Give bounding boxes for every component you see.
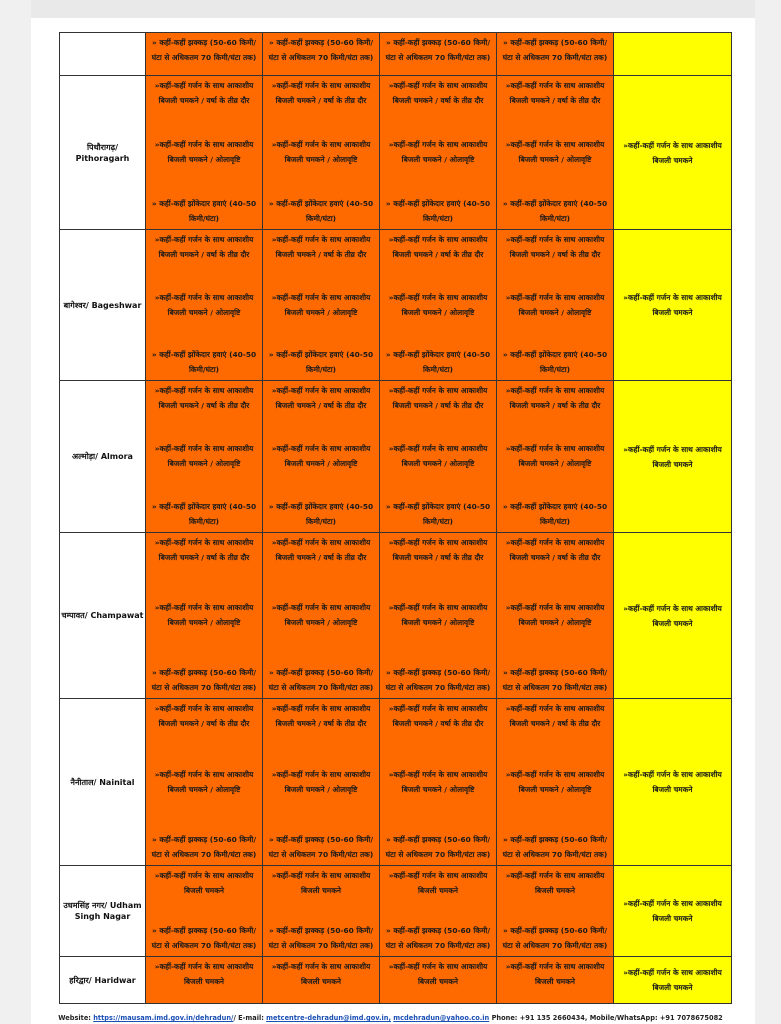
thunder-warning: »कहीं-कहीं गर्जन के साथ आकाशीय बिजली चमकने bbox=[623, 444, 722, 469]
squall-warning: » कहीं-कहीं झक्कड़ (50-60 किमी/घंटा से अधिकतम 70 किमी/घंटा तक) bbox=[151, 38, 257, 62]
day1-cell bbox=[146, 866, 263, 957]
district-name: बागेश्वर/ Bageshwar bbox=[60, 230, 146, 381]
day1-cell bbox=[146, 381, 263, 533]
squall-warning: » कहीं-कहीं झक्कड़ (50-60 किमी/घंटा से अधिकतम 70 किमी/घंटा तक) bbox=[268, 668, 374, 692]
squall-warning: » कहीं-कहीं झक्कड़ (50-60 किमी/घंटा से अधिकतम 70 किमी/घंटा तक) bbox=[385, 926, 491, 950]
thunder-rain-warning: »कहीं-कहीं गर्जन के साथ आकाशीय बिजली चमकने / वर्षा के तीव्र दौर bbox=[271, 235, 371, 259]
forecast-table bbox=[59, 32, 732, 1004]
gusty-wind-warning: » कहीं-कहीं झोंकेदार हवाएं (40-50 किमी/घंटा) bbox=[268, 199, 374, 223]
thunder-warning: »कहीं-कहीं गर्जन के साथ आकाशीय बिजली चमकने bbox=[388, 962, 488, 986]
squall-warning: » कहीं-कहीं झक्कड़ (50-60 किमी/घंटा से अधिकतम 70 किमी/घंटा तक) bbox=[268, 38, 374, 62]
gusty-wind-warning: » कहीं-कहीं झोंकेदार हवाएं (40-50 किमी/घंटा) bbox=[151, 199, 257, 223]
day3-cell bbox=[380, 533, 497, 699]
email-link-primary[interactable]: metcentre-dehradun@imd.gov.in, bbox=[266, 1014, 391, 1022]
day5-cell bbox=[614, 76, 732, 230]
table-row bbox=[60, 76, 732, 230]
thunder-hail-warning: »कहीं-कहीं गर्जन के साथ आकाशीय बिजली चमकने / ओलावृष्टि bbox=[505, 769, 605, 794]
day4-cell bbox=[497, 866, 614, 957]
thunder-rain-warning: »कहीं-कहीं गर्जन के साथ आकाशीय बिजली चमकने / वर्षा के तीव्र दौर bbox=[388, 704, 488, 728]
gusty-wind-warning: » कहीं-कहीं झोंकेदार हवाएं (40-50 किमी/घंटा) bbox=[151, 502, 257, 526]
thunder-warning: »कहीं-कहीं गर्जन के साथ आकाशीय बिजली चमकने bbox=[623, 293, 722, 317]
thunder-hail-warning: »कहीं-कहीं गर्जन के साथ आकाशीय बिजली चमकने / ओलावृष्टि bbox=[388, 603, 488, 627]
thunder-warning: »कहीं-कहीं गर्जन के साथ आकाशीय बिजली चमकने bbox=[623, 770, 722, 794]
day2-cell bbox=[263, 533, 380, 699]
thunder-rain-warning: »कहीं-कहीं गर्जन के साथ आकाशीय बिजली चमकने / वर्षा के तीव्र दौर bbox=[154, 81, 254, 105]
day4-cell bbox=[497, 699, 614, 866]
day3-cell bbox=[380, 699, 497, 866]
squall-warning: » कहीं-कहीं झक्कड़ (50-60 किमी/घंटा से अधिकतम 70 किमी/घंटा तक) bbox=[268, 926, 374, 950]
thunder-hail-warning: »कहीं-कहीं गर्जन के साथ आकाशीय बिजली चमकने / ओलावृष्टि bbox=[154, 444, 254, 468]
table-row bbox=[60, 533, 732, 699]
thunder-hail-warning: »कहीं-कहीं गर्जन के साथ आकाशीय बिजली चमकने / ओलावृष्टि bbox=[154, 769, 254, 794]
thunder-hail-warning: »कहीं-कहीं गर्जन के साथ आकाशीय बिजली चमकने / ओलावृष्टि bbox=[388, 769, 488, 794]
thunder-rain-warning: »कहीं-कहीं गर्जन के साथ आकाशीय बिजली चमकने / वर्षा के तीव्र दौर bbox=[271, 538, 371, 562]
day4-cell bbox=[497, 76, 614, 230]
squall-warning: » कहीं-कहीं झक्कड़ (50-60 किमी/घंटा से अधिकतम 70 किमी/घंटा तक) bbox=[268, 835, 374, 859]
thunder-hail-warning: »कहीं-कहीं गर्जन के साथ आकाशीय बिजली चमकने / ओलावृष्टि bbox=[505, 292, 605, 317]
thunder-rain-warning: »कहीं-कहीं गर्जन के साथ आकाशीय बिजली चमकने / वर्षा के तीव्र दौर bbox=[154, 538, 254, 562]
thunder-hail-warning: »कहीं-कहीं गर्जन के साथ आकाशीय बिजली चमकने / ओलावृष्टि bbox=[505, 603, 605, 627]
squall-warning: » कहीं-कहीं झक्कड़ (50-60 किमी/घंटा से अधिकतम 70 किमी/घंटा तक) bbox=[385, 38, 491, 62]
thunder-warning: »कहीं-कहीं गर्जन के साथ आकाशीय बिजली चमकने bbox=[271, 962, 371, 986]
thunder-rain-warning: »कहीं-कहीं गर्जन के साथ आकाशीय बिजली चमकने / वर्षा के तीव्र दौर bbox=[154, 386, 254, 410]
day4-cell bbox=[497, 33, 614, 76]
day5-cell bbox=[614, 699, 732, 866]
thunder-hail-warning: »कहीं-कहीं गर्जन के साथ आकाशीय बिजली चमकने / ओलावृष्टि bbox=[271, 140, 371, 164]
thunder-warning: »कहीं-कहीं गर्जन के साथ आकाशीय बिजली चमकने bbox=[154, 962, 254, 986]
squall-warning: » कहीं-कहीं झक्कड़ (50-60 किमी/घंटा से अधिकतम 70 किमी/घंटा तक) bbox=[502, 668, 608, 692]
gusty-wind-warning: » कहीं-कहीं झोंकेदार हवाएं (40-50 किमी/घंटा) bbox=[151, 350, 257, 374]
email-label: E-mail: bbox=[238, 1014, 264, 1022]
thunder-hail-warning: »कहीं-कहीं गर्जन के साथ आकाशीय बिजली चमकने / ओलावृष्टि bbox=[271, 769, 371, 794]
website-label: Website: bbox=[58, 1014, 91, 1022]
squall-warning: » कहीं-कहीं झक्कड़ (50-60 किमी/घंटा से अधिकतम 70 किमी/घंटा तक) bbox=[502, 38, 608, 62]
squall-warning: » कहीं-कहीं झक्कड़ (50-60 किमी/घंटा से अधिकतम 70 किमी/घंटा तक) bbox=[502, 926, 608, 950]
thunder-hail-warning: »कहीं-कहीं गर्जन के साथ आकाशीय बिजली चमकने / ओलावृष्टि bbox=[271, 603, 371, 627]
squall-warning: » कहीं-कहीं झक्कड़ (50-60 किमी/घंटा से अधिकतम 70 किमी/घंटा तक) bbox=[151, 668, 257, 692]
table-row bbox=[60, 699, 732, 866]
gusty-wind-warning: » कहीं-कहीं झोंकेदार हवाएं (40-50 किमी/घंटा) bbox=[385, 350, 491, 374]
website-link[interactable]: https://mausam.imd.gov.in/dehradun/ bbox=[93, 1014, 234, 1022]
table-row bbox=[60, 866, 732, 957]
day1-cell bbox=[146, 957, 263, 1004]
day3-cell bbox=[380, 230, 497, 381]
district-name: पिथौरागढ़/ Pithoragarh bbox=[60, 76, 146, 230]
thunder-hail-warning: »कहीं-कहीं गर्जन के साथ आकाशीय बिजली चमकने / ओलावृष्टि bbox=[154, 603, 254, 627]
day3-cell bbox=[380, 866, 497, 957]
thunder-rain-warning: »कहीं-कहीं गर्जन के साथ आकाशीय बिजली चमकने / वर्षा के तीव्र दौर bbox=[154, 704, 254, 728]
thunder-warning: »कहीं-कहीं गर्जन के साथ आकाशीय बिजली चमकने bbox=[623, 968, 722, 992]
thunder-rain-warning: »कहीं-कहीं गर्जन के साथ आकाशीय बिजली चमकने / वर्षा के तीव्र दौर bbox=[505, 235, 605, 259]
gusty-wind-warning: » कहीं-कहीं झोंकेदार हवाएं (40-50 किमी/घंटा) bbox=[268, 350, 374, 374]
day1-cell bbox=[146, 76, 263, 230]
table-row bbox=[60, 957, 732, 1004]
thunder-hail-warning: »कहीं-कहीं गर्जन के साथ आकाशीय बिजली चमकने / ओलावृष्टि bbox=[388, 444, 488, 468]
thunder-rain-warning: »कहीं-कहीं गर्जन के साथ आकाशीय बिजली चमकने / वर्षा के तीव्र दौर bbox=[154, 235, 254, 259]
thunder-rain-warning: »कहीं-कहीं गर्जन के साथ आकाशीय बिजली चमकने / वर्षा के तीव्र दौर bbox=[271, 386, 371, 410]
district-name: चम्पावत/ Champawat bbox=[60, 533, 146, 699]
gusty-wind-warning: » कहीं-कहीं झोंकेदार हवाएं (40-50 किमी/घंटा) bbox=[385, 199, 491, 223]
thunder-rain-warning: »कहीं-कहीं गर्जन के साथ आकाशीय बिजली चमकने / वर्षा के तीव्र दौर bbox=[388, 538, 488, 562]
thunder-warning: »कहीं-कहीं गर्जन के साथ आकाशीय बिजली चमकने bbox=[271, 871, 371, 895]
district-name: हरिद्वार/ Haridwar bbox=[60, 957, 146, 1004]
day2-cell bbox=[263, 33, 380, 76]
document-page bbox=[31, 0, 755, 1024]
district-name: अल्मोड़ा/ Almora bbox=[60, 381, 146, 533]
table-row bbox=[60, 230, 732, 381]
thunder-hail-warning: »कहीं-कहीं गर्जन के साथ आकाशीय बिजली चमकने / ओलावृष्टि bbox=[271, 292, 371, 317]
day1-cell bbox=[146, 533, 263, 699]
thunder-rain-warning: »कहीं-कहीं गर्जन के साथ आकाशीय बिजली चमकने / वर्षा के तीव्र दौर bbox=[505, 81, 605, 105]
table-row bbox=[60, 33, 732, 76]
email-link-secondary[interactable]: mcdehradun@yahoo.co.in bbox=[393, 1014, 490, 1022]
day5-cell bbox=[614, 866, 732, 957]
thunder-warning: »कहीं-कहीं गर्जन के साथ आकाशीय बिजली चमकने bbox=[505, 871, 605, 895]
thunder-rain-warning: »कहीं-कहीं गर्जन के साथ आकाशीय बिजली चमकने / वर्षा के तीव्र दौर bbox=[271, 81, 371, 105]
thunder-hail-warning: »कहीं-कहीं गर्जन के साथ आकाशीय बिजली चमकने / ओलावृष्टि bbox=[154, 140, 254, 164]
day2-cell bbox=[263, 699, 380, 866]
thunder-rain-warning: »कहीं-कहीं गर्जन के साथ आकाशीय बिजली चमकने / वर्षा के तीव्र दौर bbox=[505, 386, 605, 410]
thunder-warning: »कहीं-कहीं गर्जन के साथ आकाशीय बिजली चमकने bbox=[154, 871, 254, 895]
thunder-warning: »कहीं-कहीं गर्जन के साथ आकाशीय बिजली चमकने bbox=[623, 603, 722, 628]
thunder-warning: »कहीं-कहीं गर्जन के साथ आकाशीय बिजली चमकने bbox=[623, 140, 722, 165]
gusty-wind-warning: » कहीं-कहीं झोंकेदार हवाएं (40-50 किमी/घंटा) bbox=[502, 199, 608, 223]
day4-cell bbox=[497, 381, 614, 533]
day4-cell bbox=[497, 533, 614, 699]
thunder-warning: »कहीं-कहीं गर्जन के साथ आकाशीय बिजली चमकने bbox=[388, 871, 488, 895]
day2-cell bbox=[263, 76, 380, 230]
day1-cell bbox=[146, 33, 263, 76]
gusty-wind-warning: » कहीं-कहीं झोंकेदार हवाएं (40-50 किमी/घंटा) bbox=[502, 350, 608, 374]
gusty-wind-warning: » कहीं-कहीं झोंकेदार हवाएं (40-50 किमी/घंटा) bbox=[268, 502, 374, 526]
gusty-wind-warning: » कहीं-कहीं झोंकेदार हवाएं (40-50 किमी/घंटा) bbox=[502, 502, 608, 526]
day3-cell bbox=[380, 381, 497, 533]
day5-cell bbox=[614, 957, 732, 1004]
day2-cell bbox=[263, 866, 380, 957]
day4-cell bbox=[497, 957, 614, 1004]
thunder-hail-warning: »कहीं-कहीं गर्जन के साथ आकाशीय बिजली चमकने / ओलावृष्टि bbox=[505, 444, 605, 468]
day5-cell bbox=[614, 533, 732, 699]
thunder-hail-warning: »कहीं-कहीं गर्जन के साथ आकाशीय बिजली चमकने / ओलावृष्टि bbox=[271, 444, 371, 468]
thunder-rain-warning: »कहीं-कहीं गर्जन के साथ आकाशीय बिजली चमकने / वर्षा के तीव्र दौर bbox=[505, 704, 605, 728]
thunder-rain-warning: »कहीं-कहीं गर्जन के साथ आकाशीय बिजली चमकने / वर्षा के तीव्र दौर bbox=[388, 81, 488, 105]
thunder-hail-warning: »कहीं-कहीं गर्जन के साथ आकाशीय बिजली चमकने / ओलावृष्टि bbox=[388, 292, 488, 317]
squall-warning: » कहीं-कहीं झक्कड़ (50-60 किमी/घंटा से अधिकतम 70 किमी/घंटा तक) bbox=[151, 835, 257, 859]
day3-cell bbox=[380, 33, 497, 76]
district-cell bbox=[60, 33, 146, 76]
day2-cell bbox=[263, 230, 380, 381]
day3-cell bbox=[380, 957, 497, 1004]
thunder-hail-warning: »कहीं-कहीं गर्जन के साथ आकाशीय बिजली चमकने / ओलावृष्टि bbox=[388, 140, 488, 164]
thunder-rain-warning: »कहीं-कहीं गर्जन के साथ आकाशीय बिजली चमकने / वर्षा के तीव्र दौर bbox=[505, 538, 605, 562]
phone-info: Phone: +91 135 2660434, Mobile/WhatsApp: +91 7078675082 bbox=[491, 1014, 723, 1022]
squall-warning: » कहीं-कहीं झक्कड़ (50-60 किमी/घंटा से अधिकतम 70 किमी/घंटा तक) bbox=[385, 668, 491, 692]
day2-cell bbox=[263, 957, 380, 1004]
day4-cell bbox=[497, 230, 614, 381]
day1-cell bbox=[146, 230, 263, 381]
district-name: नैनीताल/ Nainital bbox=[60, 699, 146, 866]
thunder-warning: »कहीं-कहीं गर्जन के साथ आकाशीय बिजली चमकने bbox=[505, 962, 605, 986]
top-band bbox=[31, 0, 755, 18]
squall-warning: » कहीं-कहीं झक्कड़ (50-60 किमी/घंटा से अधिकतम 70 किमी/घंटा तक) bbox=[502, 835, 608, 859]
gusty-wind-warning: » कहीं-कहीं झोंकेदार हवाएं (40-50 किमी/घंटा) bbox=[385, 502, 491, 526]
thunder-rain-warning: »कहीं-कहीं गर्जन के साथ आकाशीय बिजली चमकने / वर्षा के तीव्र दौर bbox=[388, 235, 488, 259]
day2-cell bbox=[263, 381, 380, 533]
day5-cell bbox=[614, 33, 732, 76]
thunder-hail-warning: »कहीं-कहीं गर्जन के साथ आकाशीय बिजली चमकने / ओलावृष्टि bbox=[154, 292, 254, 317]
page-footer: Website: https://mausam.imd.gov.in/dehradun// E-mail: metcentre-dehradun@imd.gov.in, mcdehradun@yahoo.co.in Phone: +91 135 2660434, Mobile/WhatsApp: +91 7078675082 bbox=[58, 1014, 723, 1022]
table-row bbox=[60, 381, 732, 533]
thunder-rain-warning: »कहीं-कहीं गर्जन के साथ आकाशीय बिजली चमकने / वर्षा के तीव्र दौर bbox=[271, 704, 371, 728]
thunder-warning: »कहीं-कहीं गर्जन के साथ आकाशीय बिजली चमकने bbox=[623, 899, 722, 923]
squall-warning: » कहीं-कहीं झक्कड़ (50-60 किमी/घंटा से अधिकतम 70 किमी/घंटा तक) bbox=[151, 926, 257, 950]
day3-cell bbox=[380, 76, 497, 230]
district-name: उधमसिंह नगर/ Udham Singh Nagar bbox=[60, 866, 146, 957]
day5-cell bbox=[614, 381, 732, 533]
day1-cell bbox=[146, 699, 263, 866]
thunder-rain-warning: »कहीं-कहीं गर्जन के साथ आकाशीय बिजली चमकने / वर्षा के तीव्र दौर bbox=[388, 386, 488, 410]
day5-cell bbox=[614, 230, 732, 381]
squall-warning: » कहीं-कहीं झक्कड़ (50-60 किमी/घंटा से अधिकतम 70 किमी/घंटा तक) bbox=[385, 835, 491, 859]
thunder-hail-warning: »कहीं-कहीं गर्जन के साथ आकाशीय बिजली चमकने / ओलावृष्टि bbox=[505, 140, 605, 164]
